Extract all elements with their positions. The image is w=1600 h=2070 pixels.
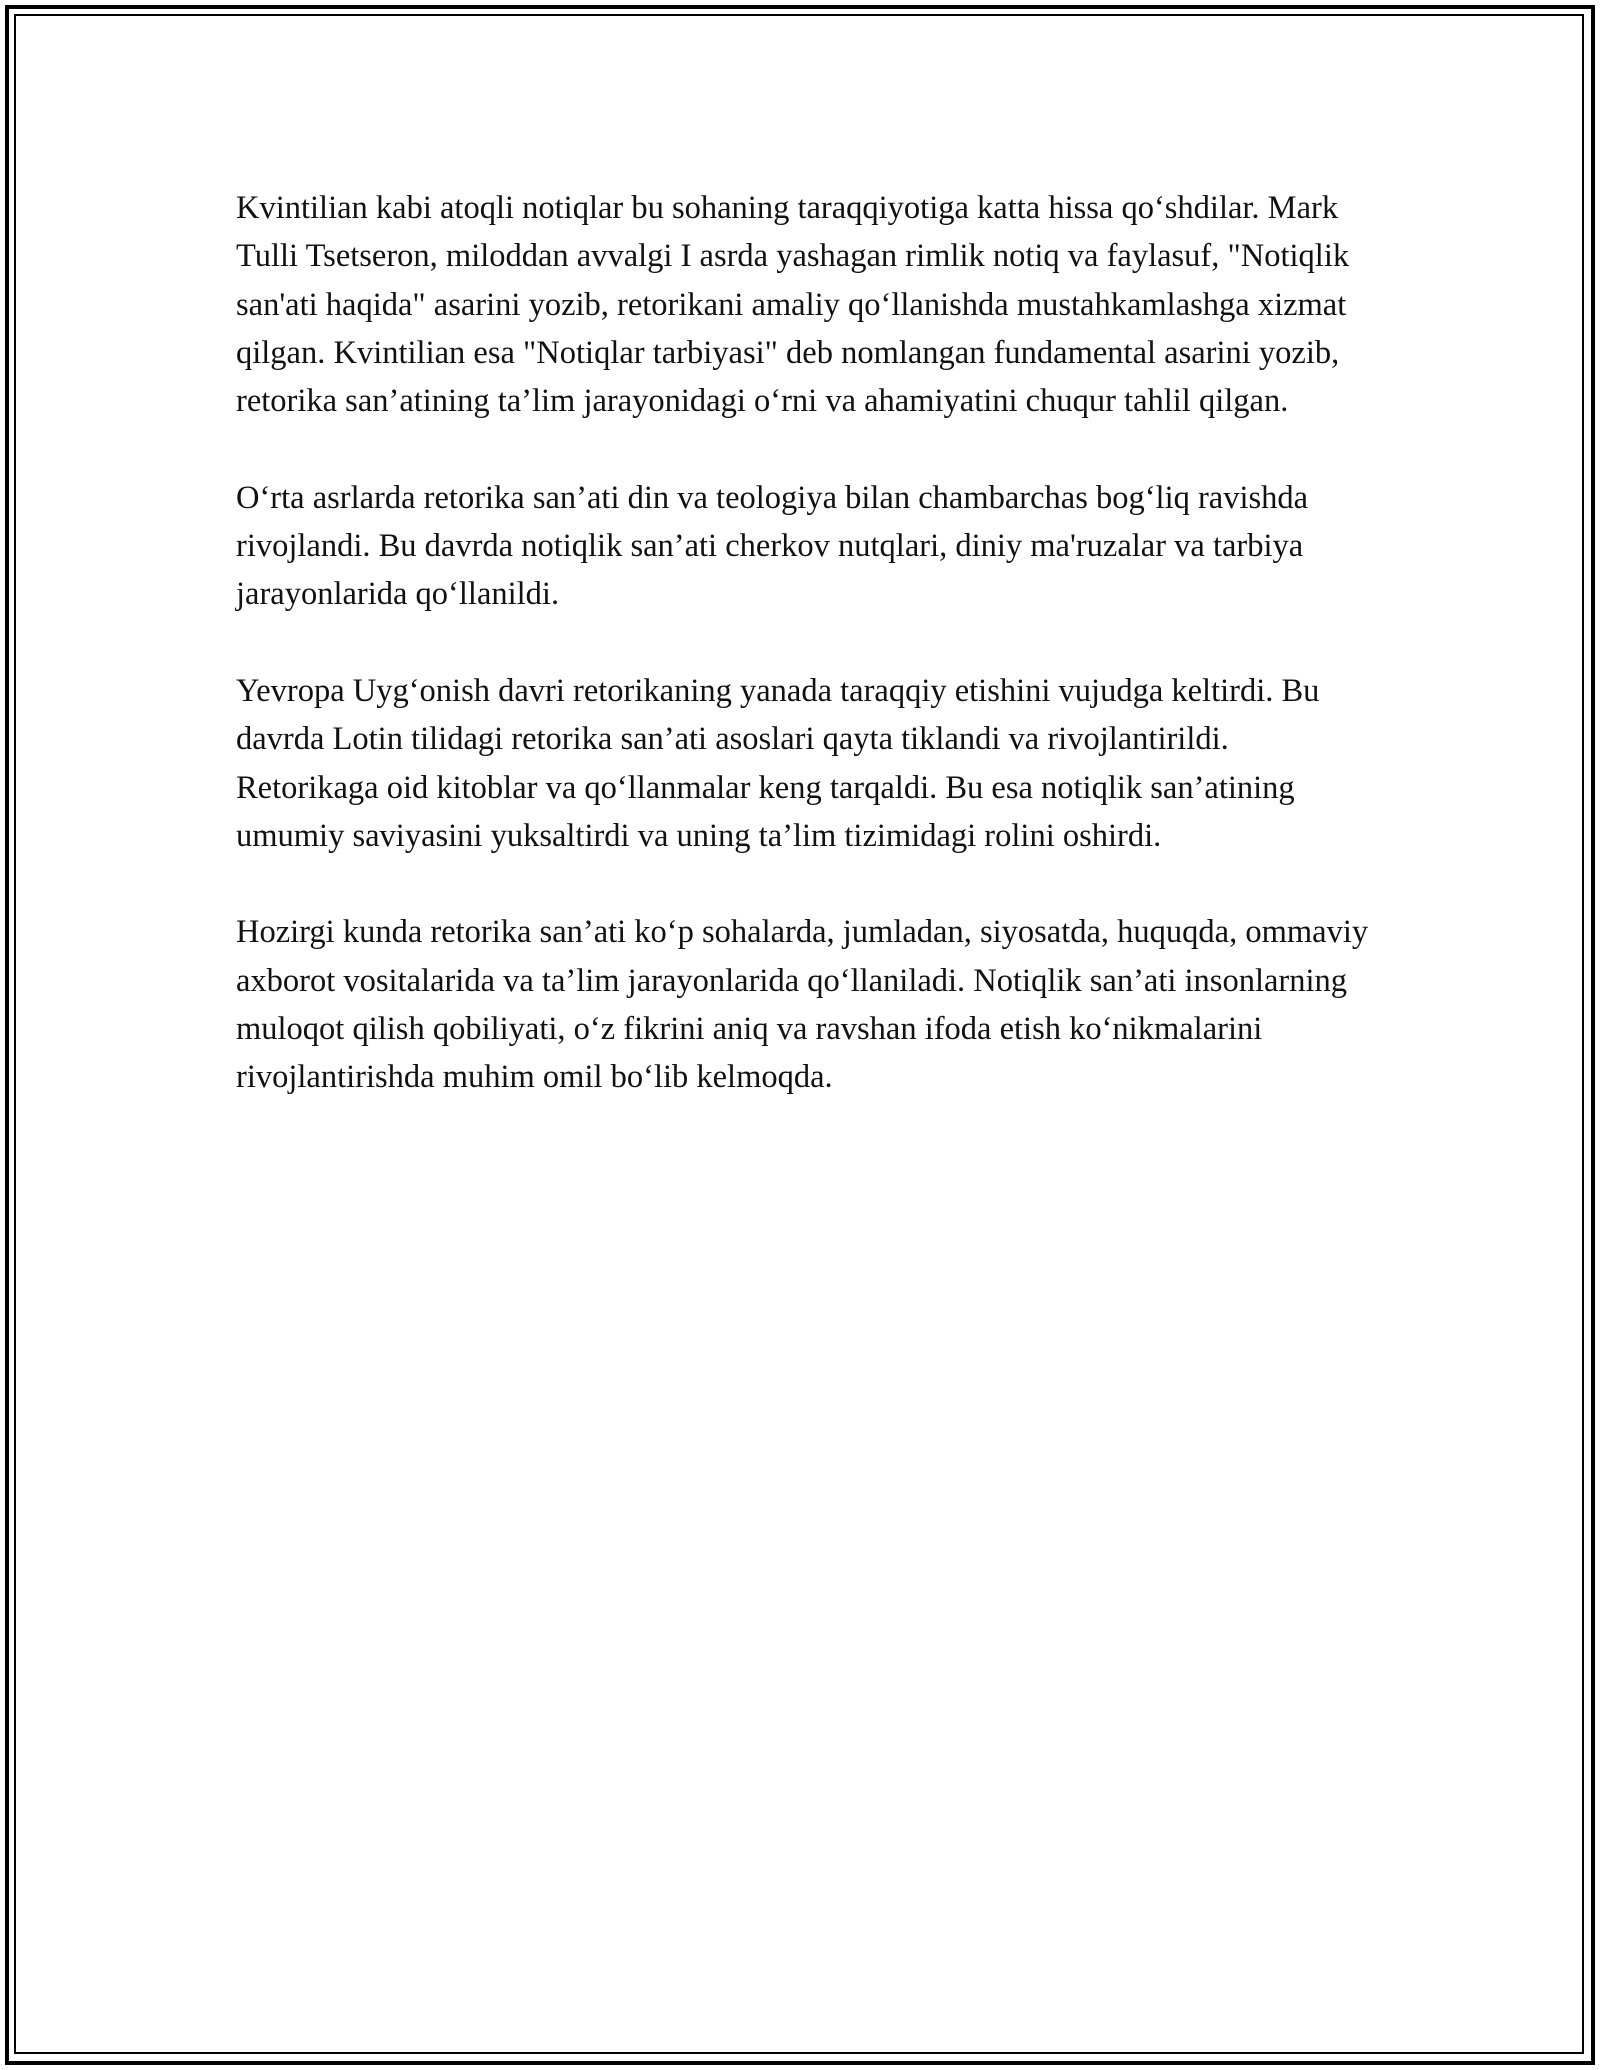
paragraph-4: Hozirgi kunda retorika san’ati ko‘p sohalarda, jumladan, siyosatda, huquqda, ommaviy axborot vositalarida va ta’lim jarayonlarida qo‘llaniladi. Notiqlik san’ati insonlarning muloqot qilish qobiliyati, o‘z fikrini aniq va ravshan ifoda etish ko‘nikmalarini rivojlantirishda muhim omil bo‘lib kelmoqda.: [236, 914, 1369, 1096]
document-body: [236, 184, 1376, 1150]
paragraph-3: Yevropa Uyg‘onish davri retorikaning yanada taraqqiy etishini vujudga keltirdi. Bu davrda Lotin tilidagi retorika san’ati asoslari qayta tiklandi va rivojlantirildi. Retorikaga oid kitoblar va qo‘llanmalar keng tarqaldi. Bu esa notiqlik san’atining umumiy saviyasini yuksaltirdi va uning ta’lim tizimidagi rolini oshirdi.: [236, 672, 1320, 854]
paragraph-2: O‘rta asrlarda retorika san’ati din va teologiya bilan chambarchas bog‘liq ravishda rivojlandi. Bu davrda notiqlik san’ati cherkov nutqlari, diniy ma'ruzalar va tarbiya jarayonlarida qo‘llanildi.: [236, 479, 1309, 613]
paragraph-1: Kvintilian kabi atoqli notiqlar bu sohaning taraqqiyotiga katta hissa qo‘shdilar. Mark Tulli Tsetseron, miloddan avvalgi I asrda yashagan rimlik notiq va faylasuf, "Notiqlik san'ati haqida" asarini yozib, retorikani amaliy qo‘llanishda mustahkamlashga xizmat qilgan. Kvintilian esa "Notiqlar tarbiyasi" deb nomlangan fundamental asarini yozib, retorika san’atining ta’lim jarayonidagi o‘rni va ahamiyatini chuqur tahlil qilgan.: [236, 190, 1350, 420]
